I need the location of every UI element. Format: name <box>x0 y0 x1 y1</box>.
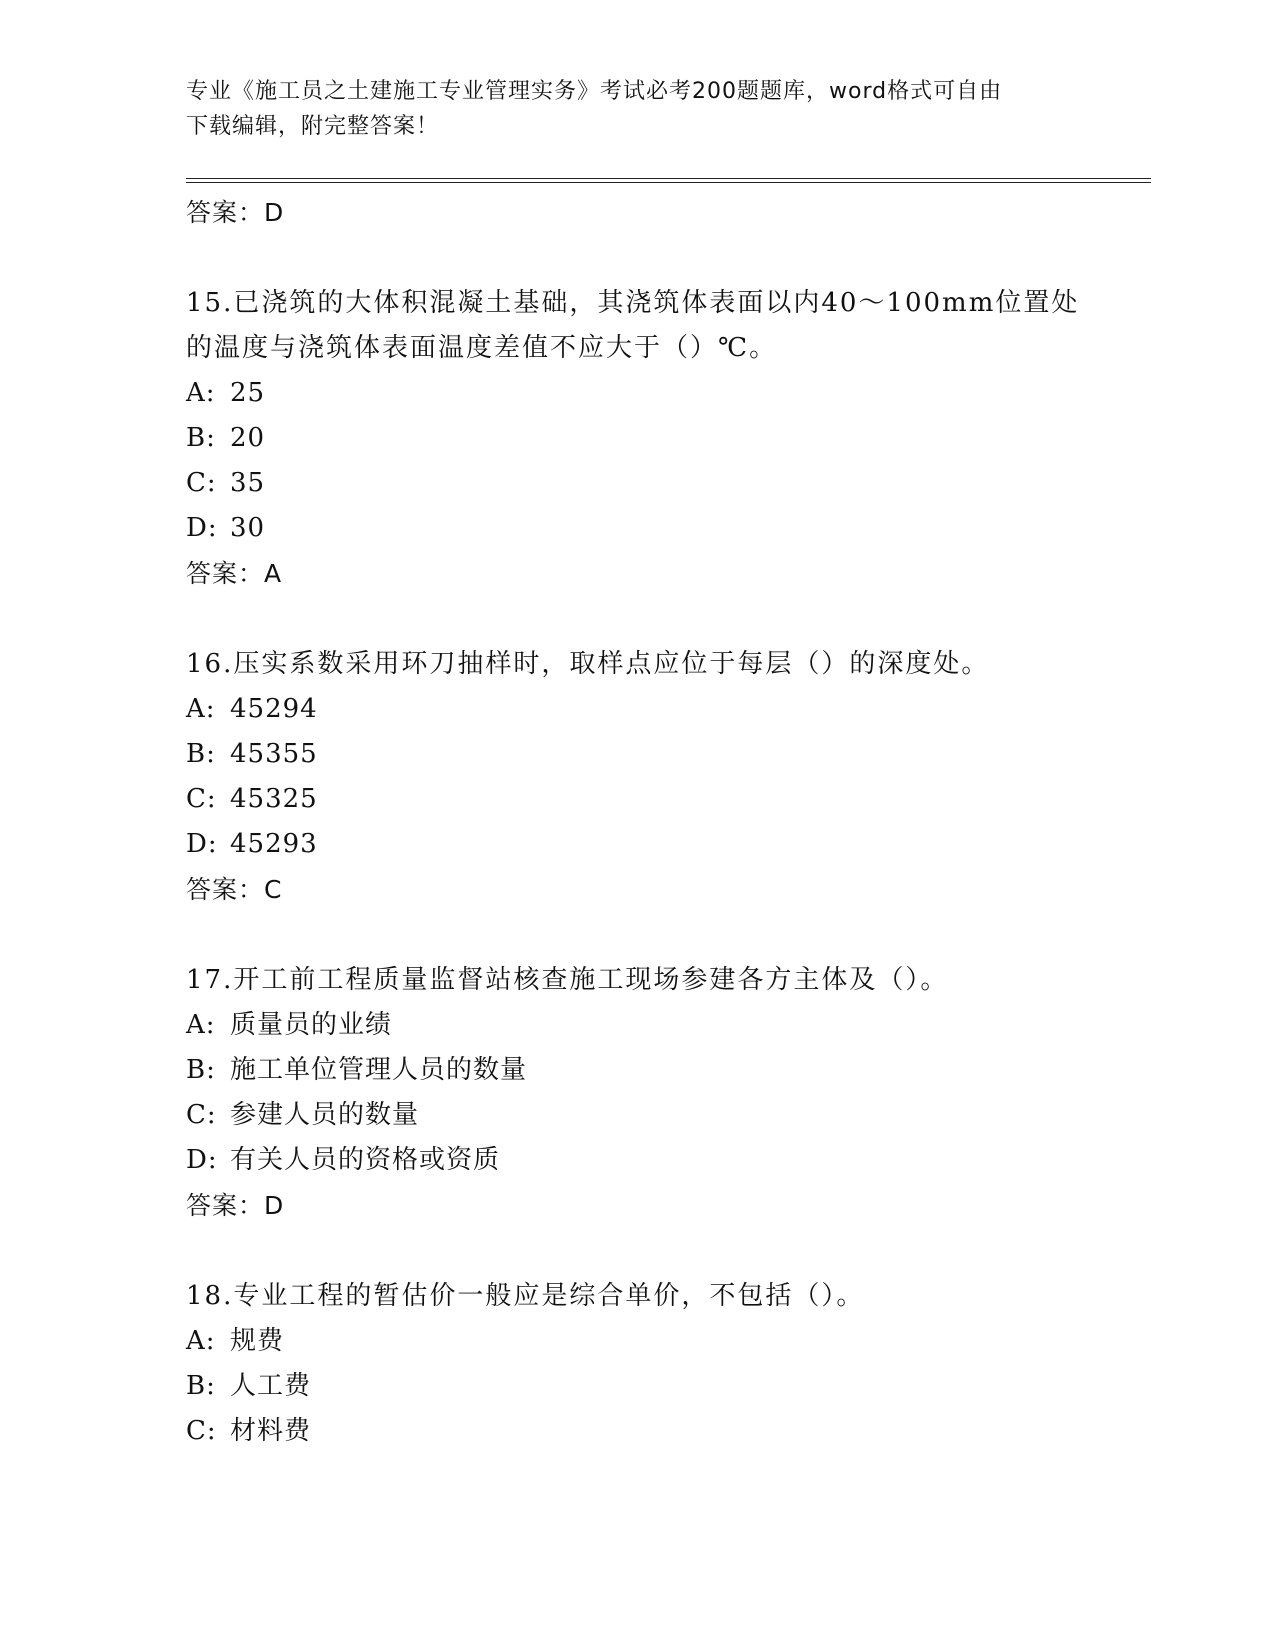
question-text: 16.压实系数采用环刀抽样时，取样点应位于每层（）的深度处。 <box>186 649 990 679</box>
option-letter: C: <box>186 784 217 814</box>
option-letter: B: <box>186 1055 216 1085</box>
option-text: 45293 <box>230 829 318 859</box>
question-text: 15.已浇筑的大体积混凝土基础，其浇筑体表面以内40～100mm位置处的温度与浇筑体表面温度差值不应大于（）℃。 <box>186 288 1080 363</box>
option-text: 30 <box>230 513 266 543</box>
option-letter: C: <box>186 468 217 498</box>
option-text: 参建人员的数量 <box>230 1100 420 1130</box>
option-letter: A: <box>186 694 216 724</box>
option-letter: A: <box>186 378 216 408</box>
answer-line: 答案：D <box>186 1191 285 1220</box>
option-letter: A: <box>186 1326 216 1356</box>
option-text: 人工费 <box>230 1371 312 1401</box>
answer-line: 答案：C <box>186 875 283 904</box>
option-b <box>186 1364 1086 1409</box>
option-b <box>186 1048 1086 1093</box>
option-text: 35 <box>230 468 266 498</box>
option-text: 施工单位管理人员的数量 <box>230 1055 528 1085</box>
option-b <box>186 416 1086 461</box>
option-b <box>186 732 1086 777</box>
option-d <box>186 822 1086 867</box>
option-d <box>186 1138 1086 1183</box>
question-18 <box>186 1274 1086 1454</box>
option-letter: C: <box>186 1416 217 1446</box>
option-text: 45294 <box>230 694 318 724</box>
option-c <box>186 1409 1086 1454</box>
option-a <box>186 1003 1086 1048</box>
question-list <box>186 190 1086 1454</box>
option-letter: B: <box>186 1371 216 1401</box>
question-16 <box>186 642 1086 912</box>
option-d <box>186 506 1086 551</box>
page-header <box>186 74 1086 144</box>
option-c <box>186 777 1086 822</box>
option-letter: B: <box>186 739 216 769</box>
option-text: 质量员的业绩 <box>230 1010 393 1040</box>
question-15 <box>186 281 1086 596</box>
option-text: 有关人员的资格或资质 <box>230 1145 501 1175</box>
option-text: 材料费 <box>230 1416 312 1446</box>
option-letter: B: <box>186 423 216 453</box>
header-title-line-2: 下载编辑，附完整答案！ <box>186 114 440 139</box>
question-text: 18.专业工程的暂估价一般应是综合单价，不包括（）。 <box>186 1281 865 1311</box>
header-title-line-1: 专业《施工员之土建施工专业管理实务》考试必考200题题库，word格式可自由 <box>186 79 1003 104</box>
option-c <box>186 461 1086 506</box>
option-letter: D: <box>186 1145 218 1175</box>
option-letter: D: <box>186 829 218 859</box>
option-a <box>186 1319 1086 1364</box>
question-17 <box>186 958 1086 1228</box>
option-text: 20 <box>230 423 266 453</box>
option-c <box>186 1093 1086 1138</box>
option-text: 45355 <box>230 739 318 769</box>
option-letter: A: <box>186 1010 216 1040</box>
question-text: 17.开工前工程质量监督站核查施工现场参建各方主体及（）。 <box>186 965 949 995</box>
header-divider <box>186 178 1151 183</box>
option-a <box>186 371 1086 416</box>
answer-line: 答案：A <box>186 559 283 588</box>
option-letter: C: <box>186 1100 217 1130</box>
option-text: 45325 <box>230 784 318 814</box>
option-letter: D: <box>186 513 218 543</box>
option-text: 规费 <box>230 1326 285 1356</box>
option-a <box>186 687 1086 732</box>
answer-line: 答案：D <box>186 198 285 227</box>
option-text: 25 <box>230 378 266 408</box>
